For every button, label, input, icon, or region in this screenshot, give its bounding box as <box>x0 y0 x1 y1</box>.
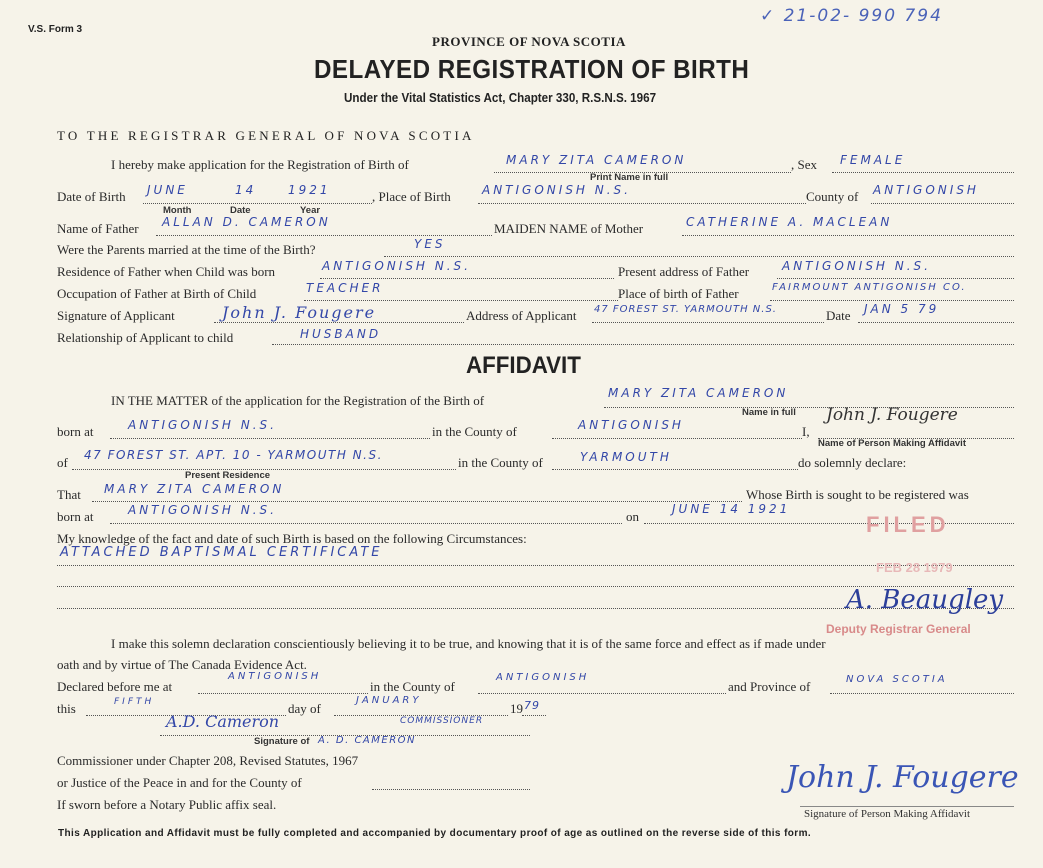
commissioner-signature: A.D. Cameron <box>166 712 280 731</box>
place-birth-father-line <box>770 300 1014 301</box>
birth-year-value: 1921 <box>288 183 331 197</box>
notary-line: If sworn before a Notary Public affix seal. <box>57 797 277 812</box>
affidavit-county: ANTIGONISH <box>578 418 684 432</box>
affiant-signature: John J. Fougere <box>826 405 958 425</box>
declared-province-value: NOVA SCOTIA <box>846 674 948 685</box>
year-suffix-value: 79 <box>524 699 540 712</box>
name-person-affidavit-caption: Name of Person Making Affidavit <box>818 438 966 449</box>
day-of-label: day of <box>288 701 321 716</box>
affiant-county-line <box>552 469 798 470</box>
year-line <box>522 715 546 716</box>
county-line <box>871 203 1014 204</box>
present-address-father-label: Present address of Father <box>618 264 750 279</box>
place-of-birth-line <box>478 203 806 204</box>
born-on-line <box>644 523 1014 524</box>
that-label: That <box>57 487 81 502</box>
solemn-declaration-line-1: I make this solemn declaration conscientiously believing it to be true, and knowing that it is of the same force and effect as if made under <box>111 636 826 651</box>
occupation-father-line <box>304 300 618 301</box>
place-birth-father-value: FAIRMOUNT ANTIGONISH CO. <box>772 282 967 293</box>
affidavit-child-name: MARY ZITA CAMERON <box>608 386 789 400</box>
that-name: MARY ZITA CAMERON <box>104 482 285 496</box>
declared-at-value: ANTIGONISH <box>228 671 322 682</box>
knowledge-label: My knowledge of the fact and date of such Birth is based on the following Circumstances: <box>57 531 527 546</box>
form-number: V.S. Form 3 <box>28 24 83 35</box>
father-name-value: ALLAN D. CAMERON <box>162 215 331 229</box>
address-applicant-line <box>592 322 824 323</box>
sex-line <box>832 172 1014 173</box>
circumstances-line-1 <box>57 565 1014 566</box>
date-caption: Date <box>230 205 251 216</box>
document-title: DELAYED REGISTRATION OF BIRTH <box>314 54 750 84</box>
justice-line: or Justice of the Peace in and for the County of <box>57 775 302 790</box>
county-value: ANTIGONISH <box>873 183 979 197</box>
place-of-birth-label: , Place of Birth <box>372 189 451 204</box>
commissioner-title-value: COMMISSIONER <box>400 716 484 726</box>
month-value: JANUARY <box>356 695 422 706</box>
year-caption: Year <box>300 205 321 216</box>
signature-applicant-line <box>214 322 464 323</box>
application-intro-label: I hereby make application for the Registration of Birth of <box>111 157 409 172</box>
affiant-county: YARMOUTH <box>580 450 672 464</box>
filed-stamp: FILED <box>866 512 950 537</box>
parents-married-line <box>384 256 1014 257</box>
mother-maiden-label: MAIDEN NAME of Mother <box>494 221 644 236</box>
signature-applicant-label: Signature of Applicant <box>57 308 175 323</box>
file-number: ✓ 21-02- 990 794 <box>760 6 943 26</box>
year-prefix-label: 19 <box>510 701 523 716</box>
born-at-line <box>110 438 430 439</box>
birth-date-value: 14 <box>235 183 257 197</box>
signature-of-caption: Signature of <box>254 736 310 747</box>
present-address-father-line <box>777 278 1014 279</box>
print-name-caption: Print Name in full <box>590 172 669 183</box>
document-subtitle: Under the Vital Statistics Act, Chapter 330, R.S.N.S. 1967 <box>344 91 657 105</box>
declared-at-line <box>198 693 368 694</box>
date-label: Date <box>826 308 851 323</box>
place-of-birth-value: ANTIGONISH N.S. <box>482 183 631 197</box>
final-signature-line <box>800 806 1014 807</box>
present-address-father-value: ANTIGONISH N.S. <box>782 259 931 273</box>
birth-month-value: JUNE <box>147 183 188 197</box>
born-at-2-value: ANTIGONISH N.S. <box>128 503 277 517</box>
relationship-label: Relationship of Applicant to child <box>57 330 234 345</box>
born-at-2-label: born at <box>57 509 94 524</box>
province-heading: PROVINCE OF NOVA SCOTIA <box>432 34 626 49</box>
residence-father-value: ANTIGONISH N.S. <box>322 259 471 273</box>
applicant-address-value: 47 FOREST ST. YARMOUTH N.S. <box>594 304 777 315</box>
affiant-residence: 47 FOREST ST. APT. 10 - YARMOUTH N.S. <box>84 448 383 462</box>
father-name-label: Name of Father <box>57 221 139 236</box>
declared-county-label: in the County of <box>370 679 455 694</box>
date-of-birth-line <box>143 203 372 204</box>
deputy-signature: A. Beaugley <box>846 585 1004 615</box>
father-name-line <box>156 235 492 236</box>
applicant-signature: John J. Fougere <box>222 303 377 322</box>
day-value: FIFTH <box>114 697 155 707</box>
parents-married-value: YES <box>414 237 446 251</box>
affiant-county-label: in the County of <box>458 455 543 470</box>
occupation-father-label: Occupation of Father at Birth of Child <box>57 286 257 301</box>
born-on-value: JUNE 14 1921 <box>672 502 791 516</box>
footer-note: This Application and Affidavit must be fully completed and accompanied by documentary proof of age as outlined on the reverse side of this form. <box>58 828 812 839</box>
commissioner-line: Commissioner under Chapter 208, Revised Statutes, 1967 <box>57 753 359 768</box>
name-in-full-caption: Name in full <box>742 407 796 418</box>
solemn-declaration-line-2: oath and by virtue of The Canada Evidence Act. <box>57 657 307 672</box>
county-label: County of <box>806 189 859 204</box>
mother-maiden-value: CATHERINE A. MACLEAN <box>686 215 893 229</box>
affidavit-heading: AFFIDAVIT <box>466 352 581 379</box>
declared-province-line <box>830 693 1014 694</box>
that-name-line <box>92 501 742 502</box>
and-province-label: and Province of <box>728 679 811 694</box>
relationship-value: HUSBAND <box>300 327 382 341</box>
whose-birth-label: Whose Birth is sought to be registered was <box>746 487 969 502</box>
circumstances-value: ATTACHED BAPTISMAL CERTIFICATE <box>60 545 383 560</box>
this-label: this <box>57 701 76 716</box>
relationship-line <box>272 344 1014 345</box>
solemnly-declare-label: do solemnly declare: <box>798 455 907 470</box>
final-signature: John J. Fougere <box>786 760 1019 795</box>
residence-father-label: Residence of Father when Child was born <box>57 264 276 279</box>
mother-maiden-line <box>682 235 1014 236</box>
parents-married-label: Were the Parents married at the time of the Birth? <box>57 242 316 257</box>
application-date-line <box>858 322 1014 323</box>
place-birth-father-label: Place of birth of Father <box>618 286 739 301</box>
in-county-label: in the County of <box>432 424 517 439</box>
justice-county-line <box>372 789 530 790</box>
month-caption: Month <box>163 205 192 216</box>
present-residence-caption: Present Residence <box>185 470 271 481</box>
child-name-value: MARY ZITA CAMERON <box>506 153 687 167</box>
i-label: I, <box>802 424 810 439</box>
deputy-title-stamp: Deputy Registrar General <box>826 622 971 636</box>
in-the-matter-label: IN THE MATTER of the application for the Registration of the Birth of <box>111 393 485 408</box>
affidavit-born-at: ANTIGONISH N.S. <box>128 418 277 432</box>
application-date-value: JAN 5 79 <box>864 302 940 316</box>
declared-before-label: Declared before me at <box>57 679 173 694</box>
address-applicant-label: Address of Applicant <box>466 308 577 323</box>
of-label: of <box>57 455 68 470</box>
declared-county-line <box>478 693 726 694</box>
signature-person-affidavit-caption: Signature of Person Making Affidavit <box>804 808 970 820</box>
residence-father-line <box>320 278 614 279</box>
born-at-2-line <box>110 523 622 524</box>
sex-value: FEMALE <box>840 153 906 167</box>
addressee: TO THE REGISTRAR GENERAL OF NOVA SCOTIA <box>57 128 475 143</box>
date-of-birth-label: Date of Birth <box>57 189 126 204</box>
filed-date-stamp: FEB 28 1979 <box>876 560 953 575</box>
occupation-father-value: TEACHER <box>306 281 384 295</box>
affidavit-county-line <box>552 438 802 439</box>
sex-label: , Sex <box>791 157 817 172</box>
declared-county-value: ANTIGONISH <box>496 672 590 683</box>
on-label: on <box>626 509 639 524</box>
born-at-label: born at <box>57 424 94 439</box>
commissioner-name-value: A. D. CAMERON <box>318 735 417 746</box>
